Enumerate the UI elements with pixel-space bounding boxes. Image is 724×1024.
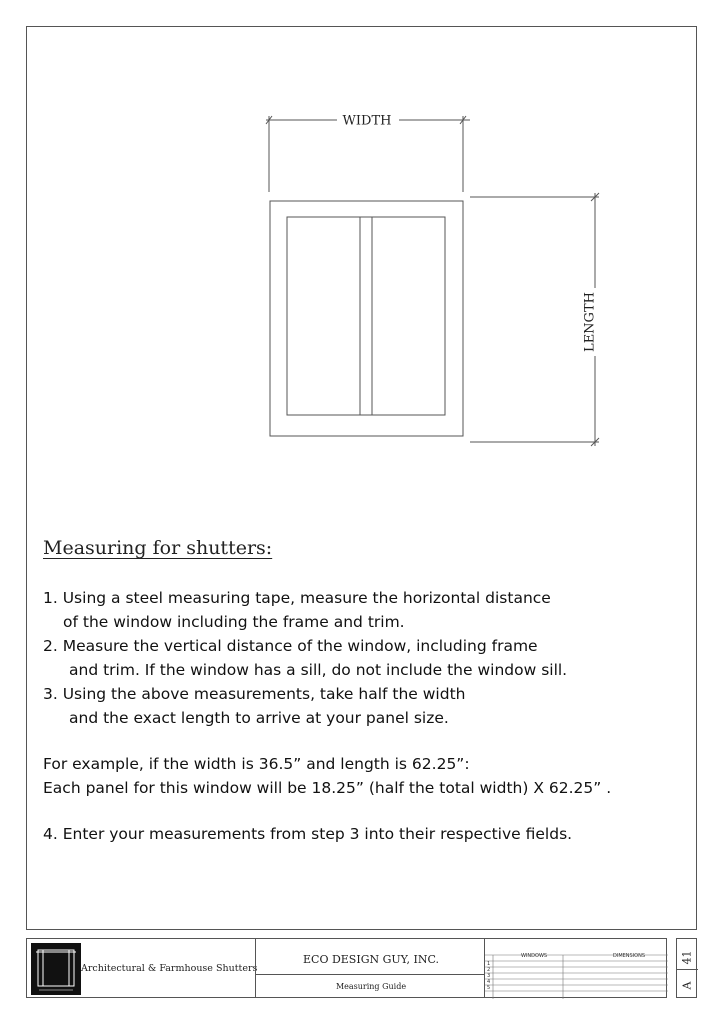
step-2-line-1: 2. Measure the vertical distance of the window, including frame [43, 637, 538, 655]
length-label: LENGTH [582, 292, 598, 352]
step-1-line-1: 1. Using a steel measuring tape, measure the horizontal distance [43, 589, 551, 607]
window-outer-frame [270, 201, 463, 436]
sheet-letter: A [680, 981, 694, 990]
sheet-number: 41 [680, 950, 694, 965]
title-block [26, 938, 697, 998]
step-1-line-2: of the window including the frame and trim. [63, 613, 405, 631]
sheet-title: Measuring Guide [335, 982, 407, 991]
row-number-4: 4 [487, 979, 491, 985]
row-number-2: 2 [487, 967, 491, 973]
example-line-1: For example, if the width is 36.5” and length is 62.25”: [43, 755, 470, 773]
step-2-line-2: and trim. If the window has a sill, do not include the window sill. [69, 661, 568, 679]
title-block-name-cell [255, 938, 485, 975]
window-sash-left [287, 217, 360, 415]
instructions [43, 586, 683, 846]
title-block-sheet-title-cell [255, 974, 485, 998]
dimensions-column-header: DIMENSIONS [613, 953, 646, 959]
row-number-1: 1 [487, 961, 491, 967]
step-4: 4. Enter your measurements from step 3 into their respective fields. [43, 825, 573, 843]
window-sash-right [372, 217, 445, 415]
step-3-line-2: and the exact length to arrive at your panel size. [69, 709, 449, 727]
windows-column-header: WINDOWS [521, 953, 548, 959]
title-block-logo-cell [26, 938, 256, 998]
company-logo [31, 943, 81, 995]
step-3-line-1: 3. Using the above measurements, take half the width [43, 685, 466, 703]
row-number-3: 3 [487, 973, 491, 979]
window-mullion [360, 217, 372, 415]
company-tagline: Architectural & Farmhouse Shutters [81, 963, 258, 974]
sheet-number-cell [676, 938, 697, 998]
section-heading: Measuring for shutters: [43, 537, 273, 559]
example-line-2: Each panel for this window will be 18.25” (half the total width) X 62.25” . [43, 779, 612, 797]
company-name: ECO DESIGN GUY, INC. [303, 953, 439, 966]
width-label: WIDTH [342, 113, 392, 129]
revision-table [484, 938, 667, 998]
row-number-5: 5 [487, 985, 491, 991]
